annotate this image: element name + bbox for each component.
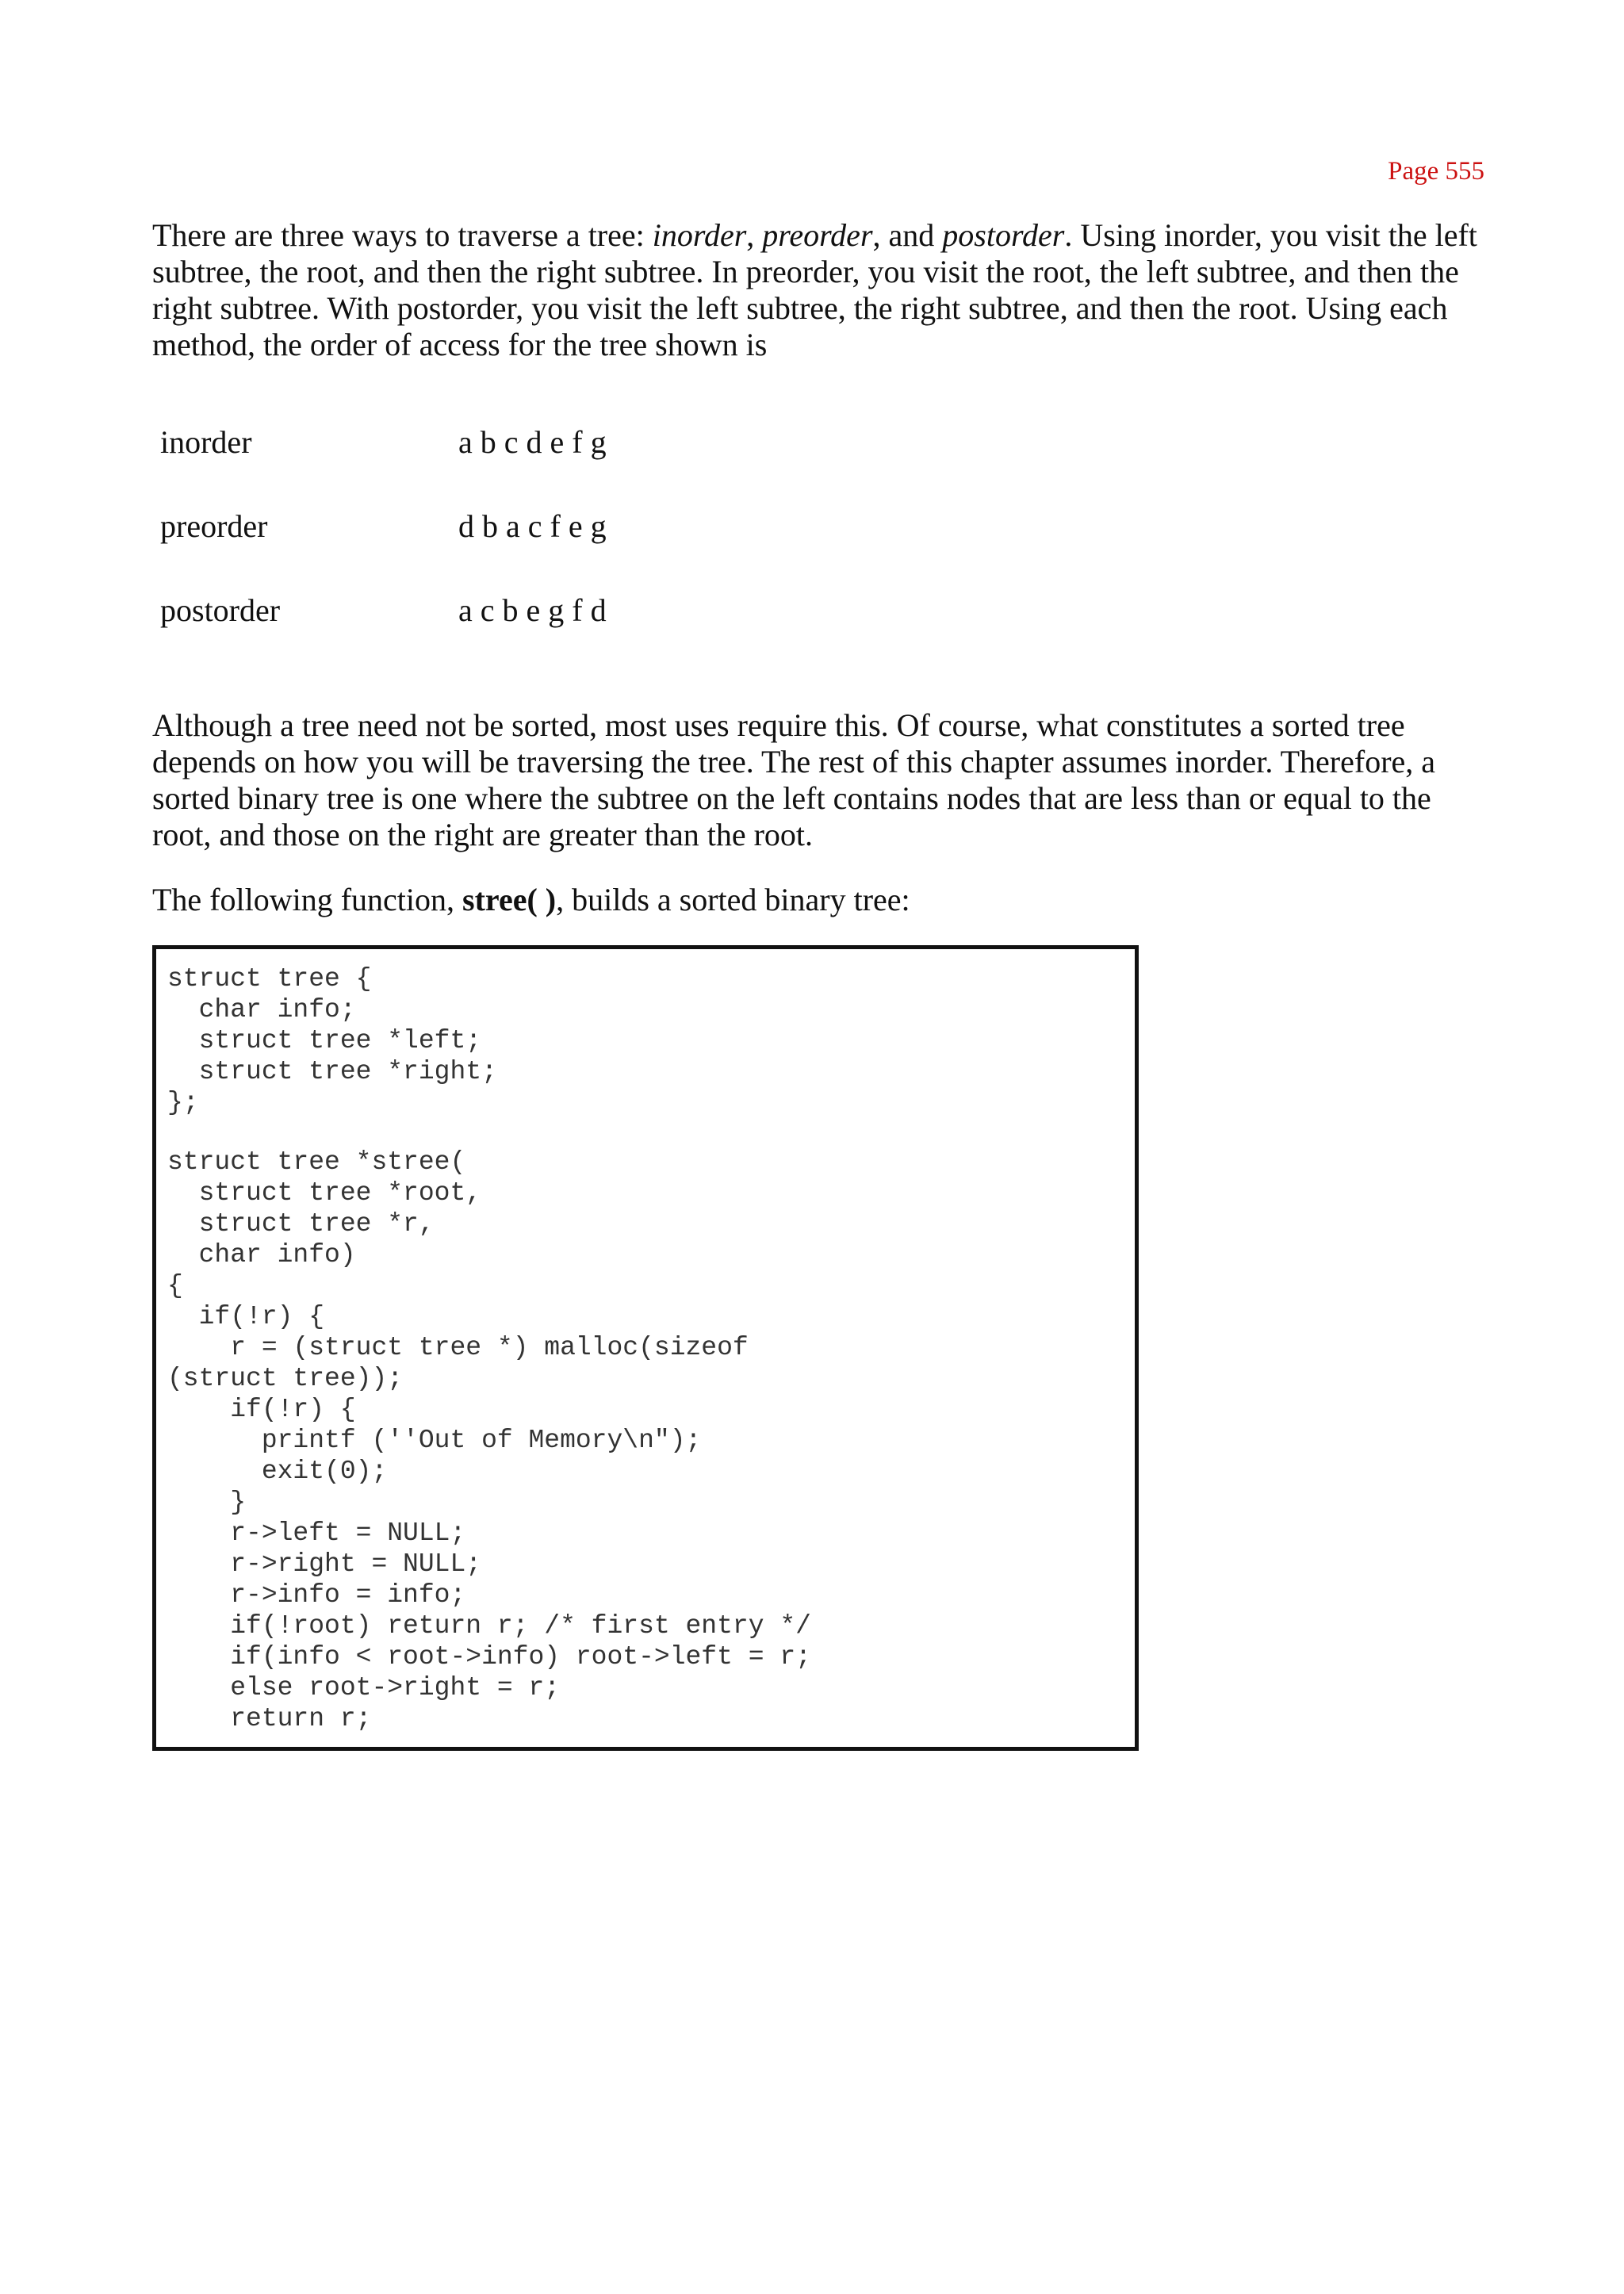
traversal-order: a b c d e f g — [458, 424, 607, 460]
code-struct-definition: struct tree { char info; struct tree *left; struct tree *right; }; — [167, 964, 497, 1117]
code-listing — [152, 945, 1139, 1751]
traversal-row-postorder — [160, 592, 607, 676]
traversal-table — [160, 423, 607, 676]
sorted-tree-paragraph: Although a tree need not be sorted, most uses require this. Of course, what constitutes a sorted tree depends on how you will be traversing the tree. The rest of this chapter assumes inorder. Therefore, a sorted binary tree is one where the subtree on the left contains nodes that are less than or equal to the root, and those on the right are greater than the root. — [152, 707, 1436, 852]
function-intro-paragraph: The following function, stree( ), builds a sorted binary tree: — [152, 882, 910, 917]
traversal-order: a c b e g f d — [458, 592, 607, 628]
intro-paragraph: There are three ways to traverse a tree: inorder, preorder, and postorder. Using inorder, you visit the left subtree, the root, and then the right subtree. In preorder, you visit the root, the left subtree, and then the right subtree. With postorder, you visit the left subtree, the right subtree, and then the root. Using each method, the order of access for the tree shown is — [152, 217, 1477, 362]
page-number: Page 555 — [1388, 157, 1484, 186]
traversal-row-preorder — [160, 507, 607, 592]
function-name: stree( ) — [462, 882, 557, 917]
code-stree-function: struct tree *stree( struct tree *root, struct tree *r, char info) { if(!r) { r = (struct tree *) malloc(sizeof (struct tree)); if(!r) { printf (''Out of Memory\n"); exit(0); } r->left = NULL; r->right = NULL; r->info = info; if(!root) return r; /* first entry */ if(info < root->info) root->left = r; else root->right = r; return r; — [167, 1147, 811, 1733]
term-inorder: inorder — [652, 217, 747, 253]
traversal-method: postorder — [160, 592, 281, 628]
traversal-row-inorder — [160, 423, 607, 507]
term-preorder: preorder — [762, 217, 873, 253]
term-postorder: postorder — [942, 217, 1065, 253]
traversal-order: d b a c f e g — [458, 508, 607, 544]
traversal-method: inorder — [160, 424, 252, 460]
traversal-method: preorder — [160, 508, 268, 544]
code-spacer — [167, 1118, 1124, 1147]
